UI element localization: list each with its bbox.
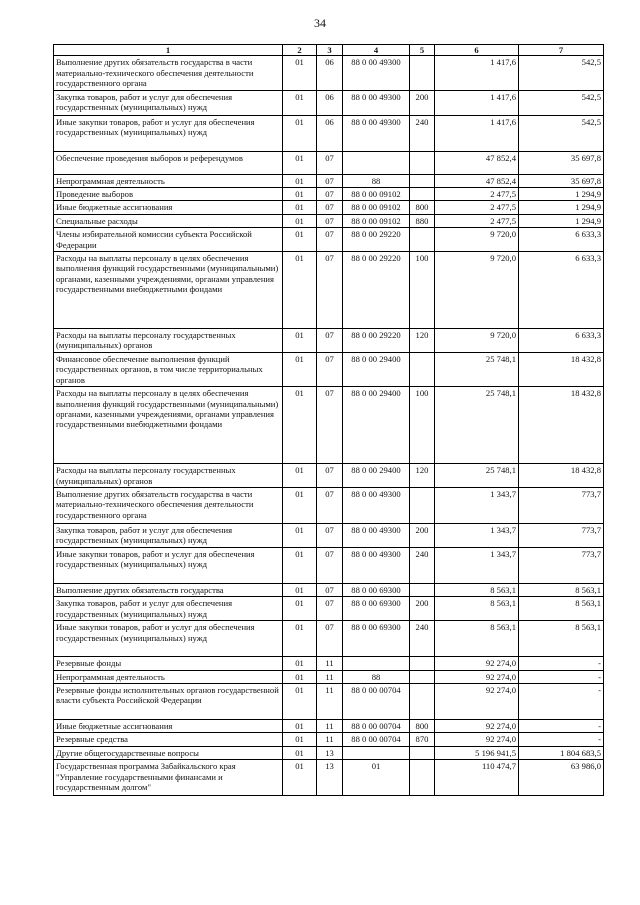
cell-amount-plan: 92 274,0 [435,733,519,746]
cell-name: Иные закупки товаров, работ и услуг для обеспечения государственных (муниципальных) нужд [54,115,283,151]
cell-amount-actual: 1 294,9 [519,214,604,227]
table-row [54,228,604,252]
cell-subsection: 11 [317,657,343,670]
cell-section: 01 [283,214,317,227]
cell-target-article: 88 0 00 00704 [343,733,410,746]
cell-subsection: 07 [317,329,343,353]
cell-section: 01 [283,746,317,759]
cell-amount-actual: 773,7 [519,487,604,523]
cell-name: Резервные фонды [54,657,283,670]
cell-target-article: 88 0 00 69300 [343,583,410,596]
cell-expense-type: 870 [410,733,435,746]
cell-amount-actual: 18 432,8 [519,464,604,488]
cell-name: Государственная программа Забайкальского края "Управление государственными финансами и государственным долгом" [54,760,283,796]
cell-name: Закупка товаров, работ и услуг для обеспечения государственных (муниципальных) нужд [54,90,283,115]
table-row [54,760,604,796]
cell-expense-type [410,683,435,719]
table-row [54,387,604,464]
table-row [54,719,604,732]
cell-section: 01 [283,597,317,621]
cell-name: Непрограммная деятельность [54,670,283,683]
cell-amount-actual: 773,7 [519,547,604,583]
cell-section: 01 [283,719,317,732]
cell-amount-actual: 63 986,0 [519,760,604,796]
cell-amount-plan: 1 343,7 [435,523,519,547]
cell-expense-type: 120 [410,329,435,353]
cell-subsection: 11 [317,683,343,719]
cell-subsection: 07 [317,621,343,657]
cell-section: 01 [283,115,317,151]
cell-subsection: 07 [317,387,343,464]
cell-target-article: 88 0 00 49300 [343,90,410,115]
cell-subsection: 07 [317,174,343,187]
cell-target-article: 88 0 00 00704 [343,683,410,719]
cell-target-article: 88 0 00 49300 [343,547,410,583]
cell-subsection: 11 [317,733,343,746]
table-row [54,214,604,227]
table-row [54,683,604,719]
cell-name: Проведение выборов [54,188,283,201]
cell-name: Непрограммная деятельность [54,174,283,187]
cell-name: Расходы на выплаты персоналу государственных (муниципальных) органов [54,329,283,353]
cell-subsection: 06 [317,90,343,115]
table-row [54,621,604,657]
cell-target-article: 88 0 00 69300 [343,621,410,657]
table-row [54,56,604,90]
cell-amount-plan: 8 563,1 [435,583,519,596]
cell-subsection: 07 [317,523,343,547]
cell-amount-plan: 1 417,6 [435,115,519,151]
cell-section: 01 [283,547,317,583]
table-row [54,523,604,547]
cell-expense-type [410,174,435,187]
cell-section: 01 [283,621,317,657]
cell-amount-plan: 9 720,0 [435,252,519,329]
cell-expense-type [410,583,435,596]
table-row [54,188,604,201]
cell-section: 01 [283,487,317,523]
cell-target-article: 88 0 00 29400 [343,464,410,488]
cell-section: 01 [283,201,317,214]
cell-amount-actual: 8 563,1 [519,621,604,657]
cell-amount-actual: 1 294,9 [519,188,604,201]
table-row [54,583,604,596]
col-header-3: 3 [317,45,343,56]
cell-section: 01 [283,657,317,670]
cell-amount-actual: 1 294,9 [519,201,604,214]
cell-target-article: 88 0 00 29220 [343,252,410,329]
cell-name: Выполнение других обязательств государства [54,583,283,596]
col-header-2: 2 [283,45,317,56]
cell-expense-type: 100 [410,252,435,329]
table-row [54,115,604,151]
cell-target-article: 88 [343,670,410,683]
table-row [54,597,604,621]
header-row [54,45,604,56]
cell-section: 01 [283,252,317,329]
cell-target-article: 88 0 00 29400 [343,387,410,464]
budget-body [54,56,604,796]
cell-target-article: 88 0 00 09102 [343,214,410,227]
cell-amount-plan: 110 474,7 [435,760,519,796]
cell-amount-plan: 92 274,0 [435,670,519,683]
cell-name: Иные бюджетные ассигнования [54,201,283,214]
cell-section: 01 [283,387,317,464]
cell-target-article: 88 0 00 29400 [343,352,410,386]
cell-subsection: 07 [317,464,343,488]
cell-subsection: 13 [317,760,343,796]
cell-amount-actual: 773,7 [519,523,604,547]
cell-amount-actual: 18 432,8 [519,387,604,464]
cell-amount-actual: - [519,683,604,719]
cell-subsection: 11 [317,670,343,683]
cell-amount-plan: 5 196 941,5 [435,746,519,759]
cell-target-article [343,657,410,670]
cell-expense-type [410,151,435,174]
cell-amount-actual: 542,5 [519,90,604,115]
cell-subsection: 07 [317,547,343,583]
cell-amount-plan: 1 343,7 [435,487,519,523]
cell-target-article: 88 0 00 00704 [343,719,410,732]
cell-subsection: 07 [317,583,343,596]
cell-target-article: 88 0 00 49300 [343,56,410,90]
cell-section: 01 [283,583,317,596]
cell-amount-plan: 2 477,5 [435,214,519,227]
cell-amount-plan: 1 417,6 [435,90,519,115]
cell-subsection: 07 [317,352,343,386]
cell-amount-plan: 9 720,0 [435,228,519,252]
cell-amount-actual: 6 633,3 [519,228,604,252]
table-row [54,174,604,187]
cell-name: Расходы на выплаты персоналу в целях обеспечения выполнения функций государственными (муниципальными) органами, казенными учреждениями, органами управления государственными внебюджетными фондами [54,387,283,464]
col-header-4: 4 [343,45,410,56]
cell-section: 01 [283,188,317,201]
table-row [54,670,604,683]
cell-amount-actual: 18 432,8 [519,352,604,386]
cell-section: 01 [283,174,317,187]
cell-expense-type: 240 [410,115,435,151]
cell-amount-plan: 1 417,6 [435,56,519,90]
cell-expense-type: 800 [410,201,435,214]
cell-section: 01 [283,56,317,90]
table-row [54,464,604,488]
cell-target-article: 88 [343,174,410,187]
cell-subsection: 13 [317,746,343,759]
cell-amount-actual: - [519,657,604,670]
cell-target-article: 88 0 00 29220 [343,329,410,353]
cell-section: 01 [283,683,317,719]
cell-amount-plan: 8 563,1 [435,621,519,657]
cell-expense-type: 800 [410,719,435,732]
cell-amount-actual: - [519,719,604,732]
cell-amount-plan: 47 852,4 [435,151,519,174]
cell-amount-actual: 6 633,3 [519,252,604,329]
table-row [54,746,604,759]
cell-subsection: 07 [317,487,343,523]
cell-name: Другие общегосударственные вопросы [54,746,283,759]
cell-name: Выполнение других обязательств государства в части материально-технического обеспечения деятельности государственного органа [54,487,283,523]
cell-target-article: 88 0 00 49300 [343,523,410,547]
cell-expense-type [410,657,435,670]
cell-name: Иные закупки товаров, работ и услуг для обеспечения государственных (муниципальных) нужд [54,547,283,583]
cell-section: 01 [283,90,317,115]
cell-section: 01 [283,464,317,488]
cell-name: Иные бюджетные ассигнования [54,719,283,732]
page-number: 34 [314,16,326,30]
table-row [54,352,604,386]
cell-expense-type [410,188,435,201]
cell-subsection: 07 [317,151,343,174]
cell-amount-actual: 35 697,8 [519,151,604,174]
cell-subsection: 07 [317,597,343,621]
col-header-7: 7 [519,45,604,56]
cell-target-article [343,746,410,759]
cell-amount-plan: 92 274,0 [435,683,519,719]
cell-expense-type: 880 [410,214,435,227]
cell-target-article: 88 0 00 09102 [343,188,410,201]
col-header-1: 1 [54,45,283,56]
cell-section: 01 [283,733,317,746]
col-header-6: 6 [435,45,519,56]
table-row [54,151,604,174]
cell-amount-plan: 92 274,0 [435,657,519,670]
cell-section: 01 [283,352,317,386]
cell-target-article: 88 0 00 29220 [343,228,410,252]
cell-name: Выполнение других обязательств государства в части материально-технического обеспечения деятельности государственного органа [54,56,283,90]
cell-name: Члены избирательной комиссии субъекта Российской Федерации [54,228,283,252]
cell-expense-type [410,487,435,523]
cell-amount-plan: 25 748,1 [435,387,519,464]
cell-amount-plan: 1 343,7 [435,547,519,583]
cell-name: Закупка товаров, работ и услуг для обеспечения государственных (муниципальных) нужд [54,597,283,621]
cell-expense-type: 240 [410,621,435,657]
cell-name: Иные закупки товаров, работ и услуг для обеспечения государственных (муниципальных) нужд [54,621,283,657]
col-header-5: 5 [410,45,435,56]
table-row [54,201,604,214]
cell-name: Финансовое обеспечение выполнения функций государственных органов, в том числе территориальных органов [54,352,283,386]
table-row [54,252,604,329]
cell-amount-actual: 35 697,8 [519,174,604,187]
cell-target-article: 88 0 00 49300 [343,115,410,151]
cell-expense-type: 200 [410,597,435,621]
cell-amount-plan: 8 563,1 [435,597,519,621]
cell-target-article: 01 [343,760,410,796]
table-row [54,90,604,115]
cell-expense-type [410,56,435,90]
cell-amount-actual: - [519,670,604,683]
table-row [54,733,604,746]
cell-subsection: 11 [317,719,343,732]
cell-amount-plan: 25 748,1 [435,464,519,488]
cell-target-article [343,151,410,174]
cell-section: 01 [283,228,317,252]
cell-amount-plan: 2 477,5 [435,188,519,201]
cell-section: 01 [283,329,317,353]
cell-expense-type: 200 [410,523,435,547]
cell-name: Расходы на выплаты персоналу в целях обеспечения выполнения функций государственными (муниципальными) органами, казенными учреждениями, органами управления государственными внебюджетными фондами [54,252,283,329]
cell-section: 01 [283,760,317,796]
cell-amount-actual: 542,5 [519,115,604,151]
cell-name: Обеспечение проведения выборов и референдумов [54,151,283,174]
cell-name: Расходы на выплаты персоналу государственных (муниципальных) органов [54,464,283,488]
cell-expense-type [410,352,435,386]
cell-subsection: 07 [317,188,343,201]
cell-subsection: 07 [317,201,343,214]
table-row [54,487,604,523]
cell-expense-type: 100 [410,387,435,464]
cell-expense-type [410,670,435,683]
table-row [54,547,604,583]
cell-section: 01 [283,670,317,683]
cell-expense-type: 200 [410,90,435,115]
cell-subsection: 07 [317,252,343,329]
cell-subsection: 07 [317,214,343,227]
budget-table [53,44,604,796]
cell-amount-actual: - [519,733,604,746]
cell-amount-plan: 9 720,0 [435,329,519,353]
cell-subsection: 06 [317,56,343,90]
cell-expense-type [410,228,435,252]
cell-target-article: 88 0 00 49300 [343,487,410,523]
cell-target-article: 88 0 00 09102 [343,201,410,214]
cell-amount-plan: 92 274,0 [435,719,519,732]
cell-amount-plan: 25 748,1 [435,352,519,386]
cell-expense-type [410,746,435,759]
cell-target-article: 88 0 00 69300 [343,597,410,621]
cell-expense-type [410,760,435,796]
cell-amount-plan: 47 852,4 [435,174,519,187]
cell-name: Специальные расходы [54,214,283,227]
cell-amount-actual: 1 804 683,5 [519,746,604,759]
cell-subsection: 07 [317,228,343,252]
cell-section: 01 [283,523,317,547]
cell-expense-type: 120 [410,464,435,488]
cell-name: Резервные фонды исполнительных органов государственной власти субъекта Российской Федерации [54,683,283,719]
cell-subsection: 06 [317,115,343,151]
cell-amount-plan: 2 477,5 [435,201,519,214]
table-row [54,657,604,670]
cell-amount-actual: 8 563,1 [519,597,604,621]
cell-amount-actual: 8 563,1 [519,583,604,596]
cell-name: Закупка товаров, работ и услуг для обеспечения государственных (муниципальных) нужд [54,523,283,547]
cell-amount-actual: 542,5 [519,56,604,90]
cell-section: 01 [283,151,317,174]
cell-expense-type: 240 [410,547,435,583]
table-row [54,329,604,353]
cell-amount-actual: 6 633,3 [519,329,604,353]
cell-name: Резервные средства [54,733,283,746]
